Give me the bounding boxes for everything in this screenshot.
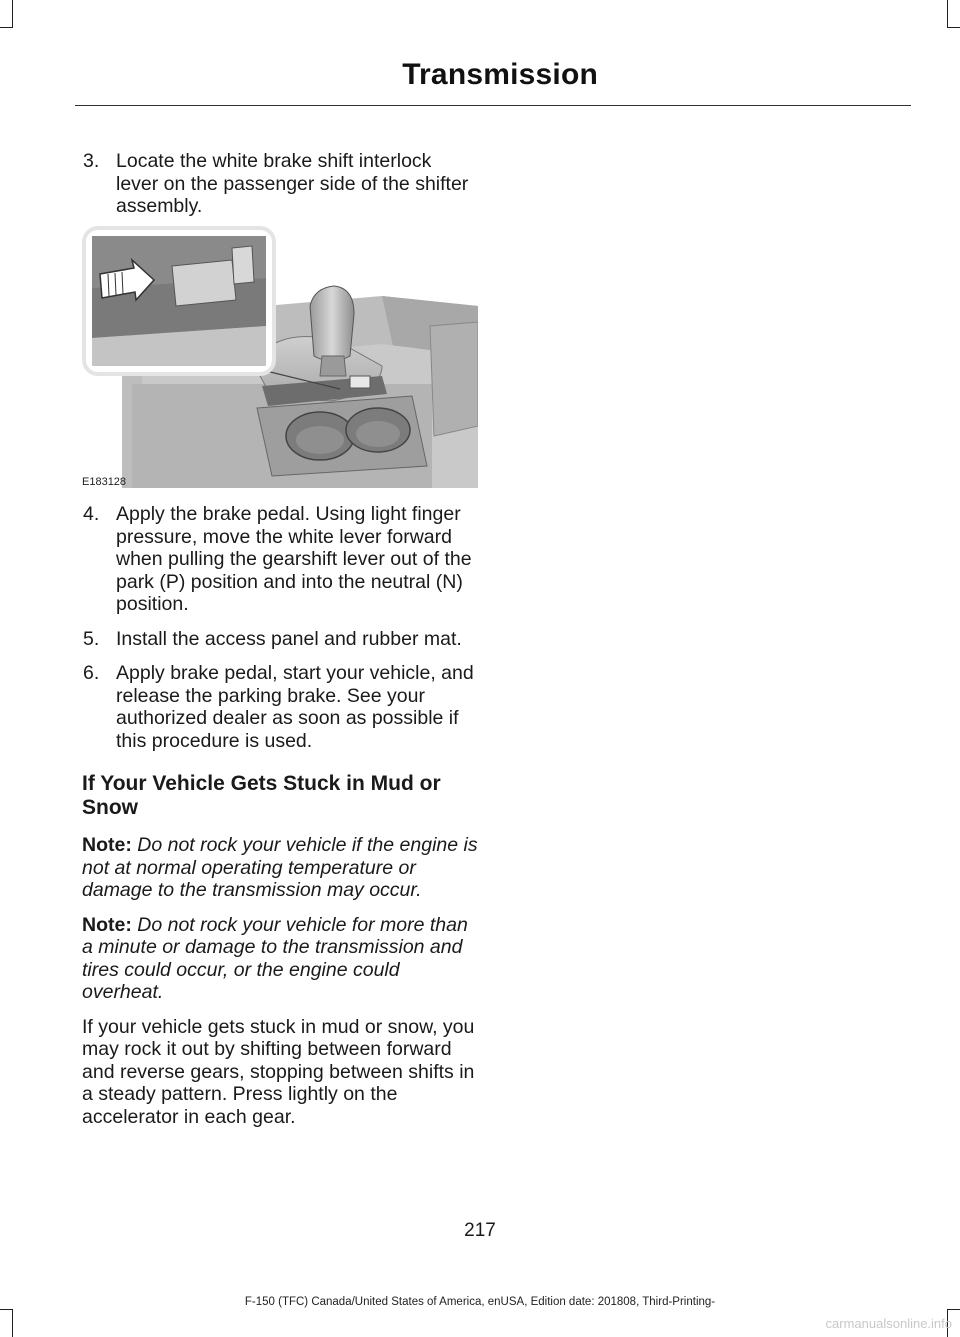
step-number: 3. (83, 150, 100, 172)
body-paragraph: If your vehicle gets stuck in mud or snow, you may rock it out by shifting between forward and reverse gears, stopping between shifts in a steady pattern. Press lightly on the accelerator in each gear. (82, 1015, 475, 1128)
crop-mark (947, 0, 948, 28)
note (82, 834, 478, 902)
note (82, 914, 478, 1004)
step-number: 4. (83, 503, 100, 525)
note-label: Note: (82, 834, 132, 856)
note-label: Note: (82, 913, 132, 936)
watermark: carmanualsonline.info (825, 1316, 952, 1331)
step-text: Apply brake pedal, start your vehicle, and release the parking brake. See your authorized dealer as soon as possible if this procedure is used. (116, 662, 474, 752)
figure-code: E183128 (82, 476, 127, 488)
crop-mark (0, 1309, 13, 1310)
section-heading: If Your Vehicle Gets Stuck in Mud or Snow (82, 772, 441, 819)
crop-mark (12, 0, 13, 28)
page-title: Transmission (402, 58, 598, 91)
main-text (82, 503, 478, 1140)
list-item (82, 503, 478, 616)
step-text: Apply the brake pedal. Using light finger pressure, move the white lever forward when pulling the gearshift lever out of the park (P) position and into the neutral (N) position. (116, 503, 472, 615)
step-text: Install the access panel and rubber mat. (116, 627, 462, 650)
note-text: Do not rock your vehicle for more than a minute or damage to the transmission and tires could occur, or the engine could overheat. (82, 913, 468, 1003)
crop-mark (0, 27, 13, 28)
step-number: 6. (83, 662, 100, 684)
list-item (82, 150, 478, 218)
list-item (82, 662, 478, 752)
shifter-drawing (82, 226, 478, 488)
crop-mark (947, 27, 960, 28)
header-divider (75, 105, 911, 106)
note-text: Do not rock your vehicle if the engine is not at normal operating temperature or damage to the transmission may occur. (82, 834, 478, 901)
footer-text: F-150 (TFC) Canada/United States of America, enUSA, Edition date: 201808, Third-Printing- (244, 1296, 716, 1308)
page-number: 217 (464, 1220, 496, 1241)
step-text: Locate the white brake shift interlock lever on the passenger side of the shifter assembly. (116, 150, 469, 217)
list-item (82, 628, 478, 651)
crop-mark (12, 1309, 13, 1337)
crop-mark (947, 1309, 960, 1310)
step-number: 5. (83, 627, 100, 650)
shifter-illustration (82, 226, 478, 488)
step-3-block (82, 150, 478, 230)
